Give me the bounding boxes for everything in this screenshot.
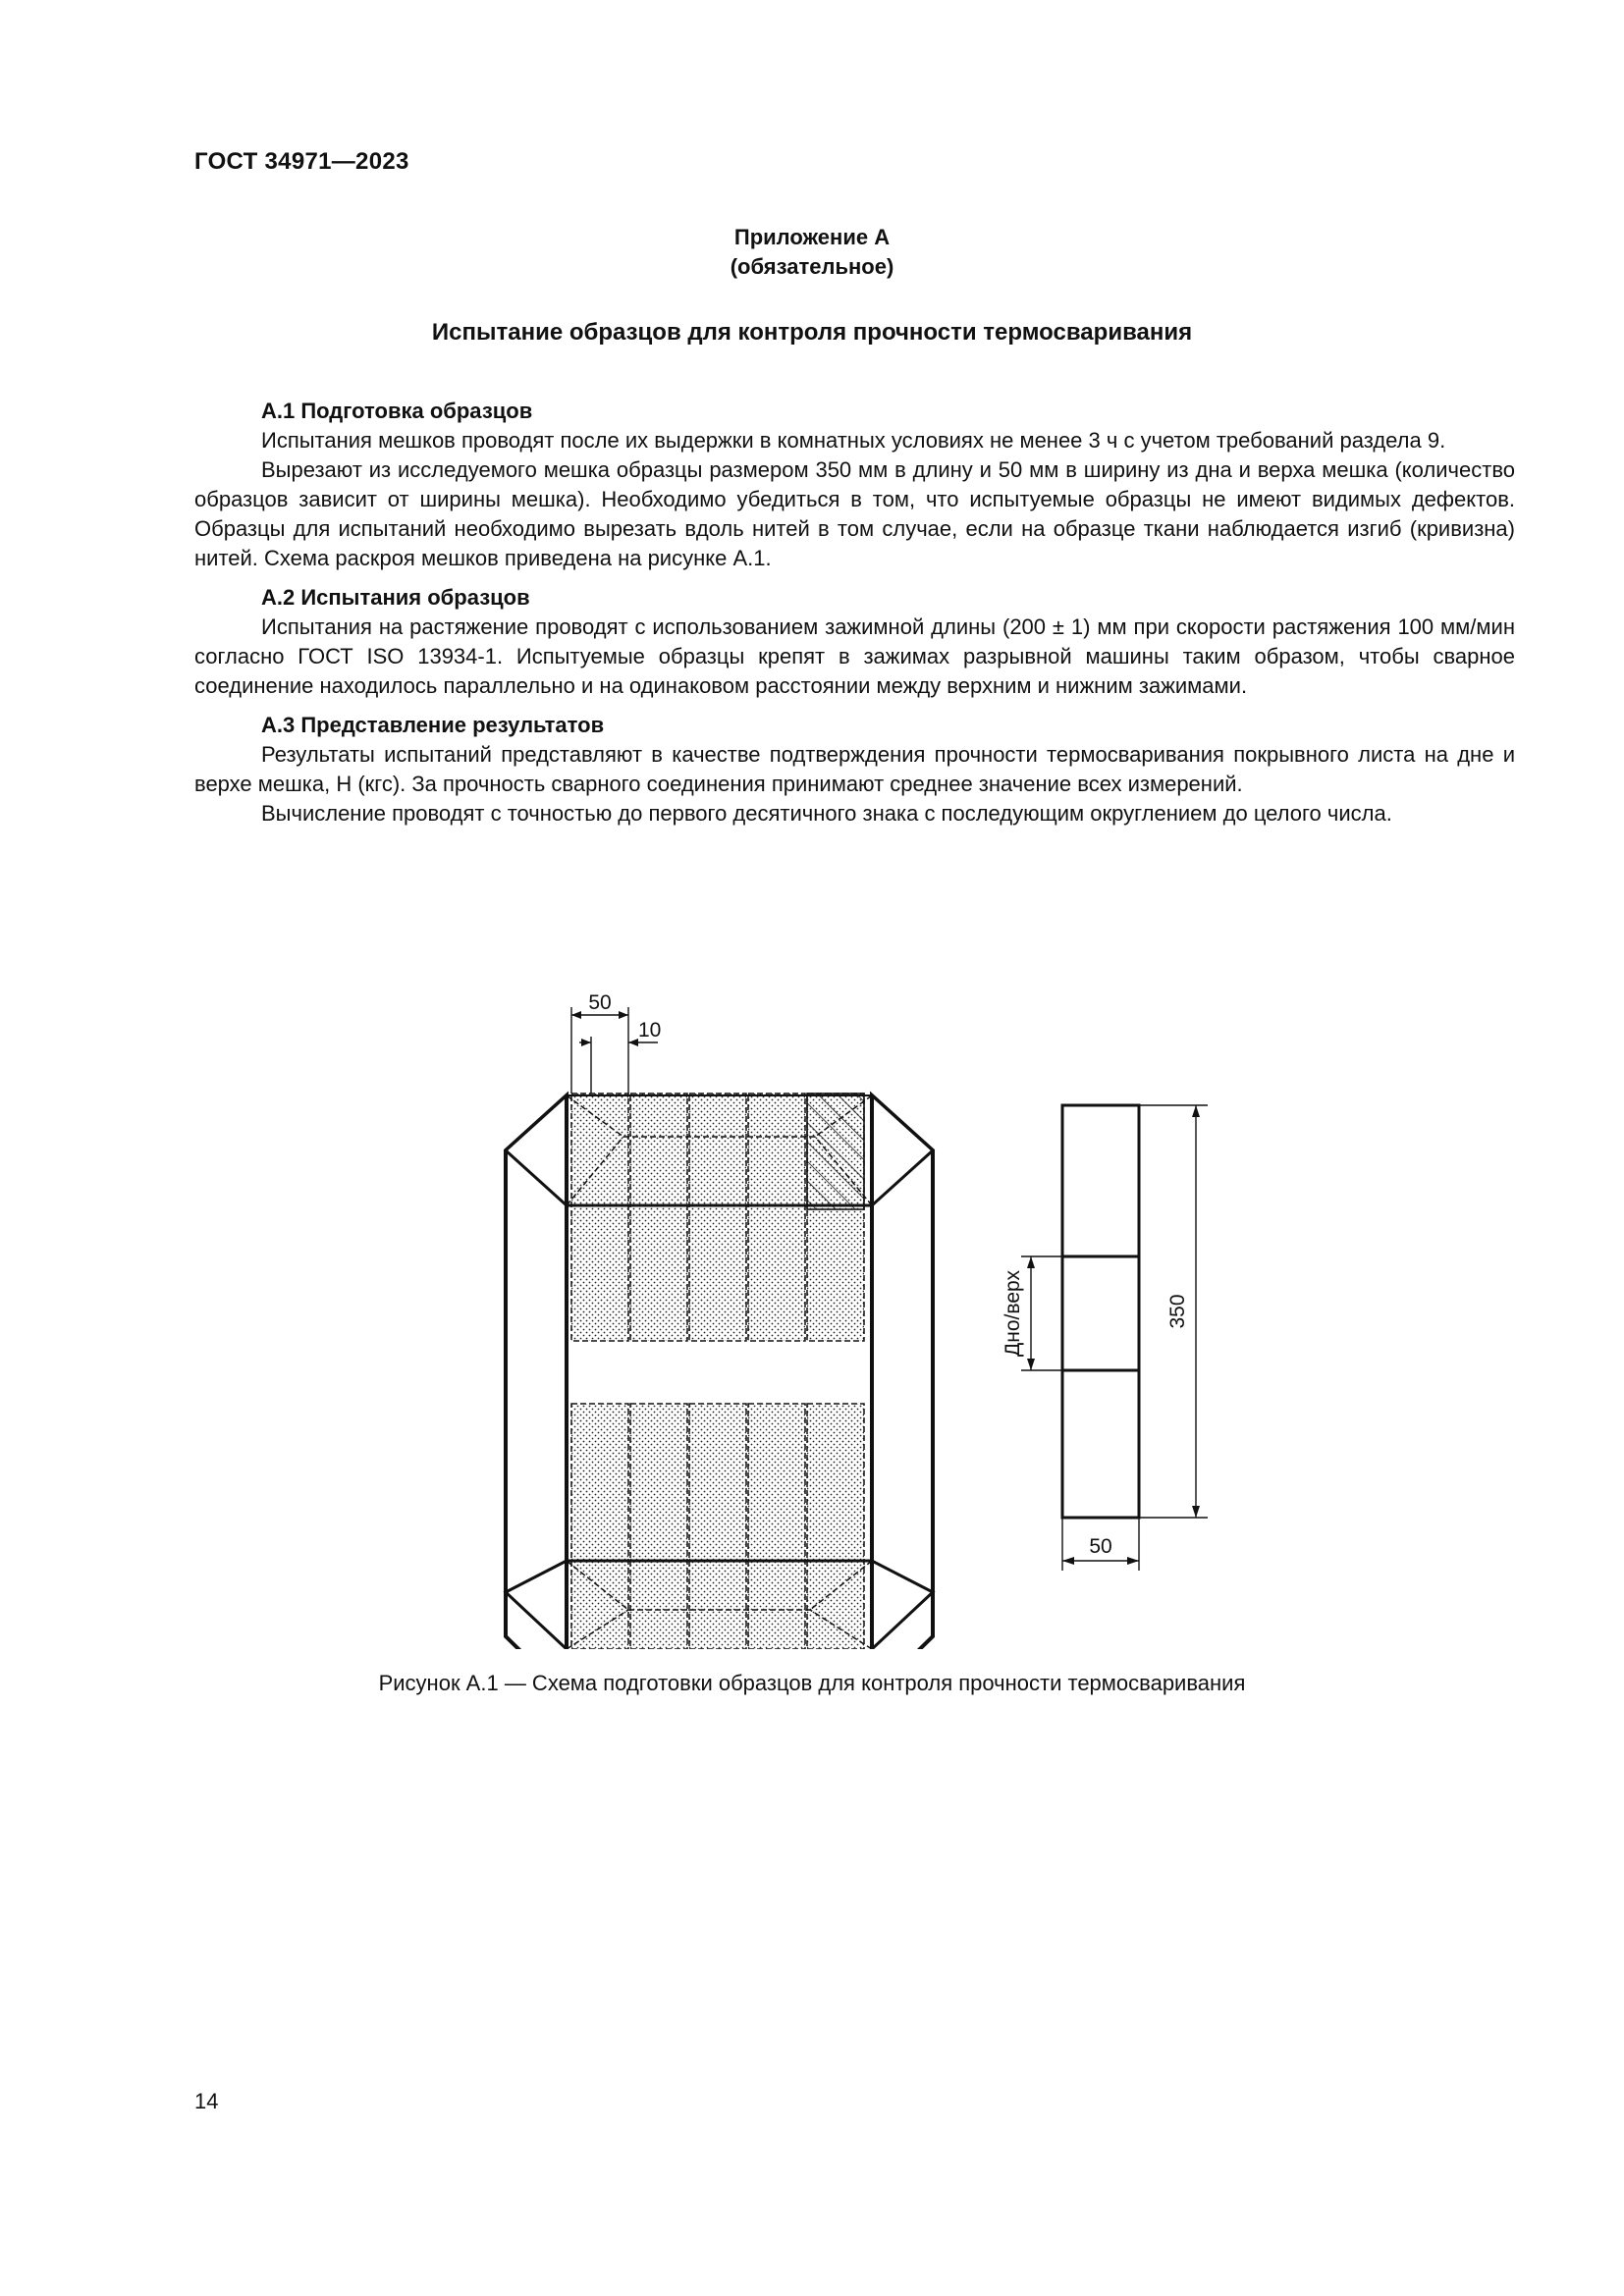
- dim-strip-width-label: 50: [1089, 1535, 1112, 1558]
- document-code: ГОСТ 34971—2023: [194, 148, 409, 175]
- annex-main-title: Испытание образцов для контроля прочности термосваривания: [431, 319, 1193, 346]
- hatched-area: [807, 1094, 864, 1209]
- bottom-strips: [571, 1404, 864, 1649]
- paragraph: Вырезают из исследуемого мешка образцы размером 350 мм в длину и 50 мм в ширину из дна и верха мешка (количество образцов зависит от ширины мешка). Необходимо убедиться в том, что испытуемые образцы не имеют видимых дефектов. Образцы для испытаний необходимо вырезать вдоль нитей в том случае, если на образце ткани наблюдается изгиб (кривизна) нитей. Схема раскроя мешков приведена на рисунке А.1.: [194, 457, 1515, 570]
- section-heading-a2: А.2 Испытания образцов: [261, 585, 530, 610]
- figure-a1: [461, 972, 1227, 1649]
- paragraph: Результаты испытаний представляют в качестве подтверждения прочности термосваривания покрывного листа на дне и верхе мешка, Н (кгс). За прочность сварного соединения принимают среднее значение всех измерений.: [194, 742, 1515, 796]
- dim-offset-label: 10: [638, 1019, 662, 1041]
- paragraph: Испытания на растяжение проводят с использованием зажимной длины (200 ± 1) мм при скорости растяжения 100 мм/мин согласно ГОСТ ISO 13934-1. Испытуемые образцы крепят в зажимах разрывной машины таким образом, чтобы сварное соединение находилось параллельно и на одинаковом расстоянии между верхним и нижним зажимами.: [194, 614, 1515, 698]
- sample-strip: [1021, 1105, 1208, 1571]
- bag-cutting-diagram: [461, 972, 1227, 1649]
- dim-length-label: 350: [1166, 1294, 1189, 1329]
- weld-label: Дно/верх: [1001, 1270, 1024, 1357]
- section-heading-a1: А.1 Подготовка образцов: [261, 399, 533, 423]
- section-heading-a3: А.3 Представление результатов: [261, 713, 605, 737]
- dim-width-label: 50: [588, 991, 612, 1014]
- annex-label: Приложение А: [733, 225, 891, 249]
- annex-heading: [0, 223, 1624, 282]
- paragraph: Испытания мешков проводят после их выдержки в комнатных условиях не менее 3 ч с учетом требований раздела 9.: [261, 428, 1446, 453]
- document-body: [194, 397, 1515, 828]
- figure-caption: Рисунок А.1 — Схема подготовки образцов для контроля прочности термосваривания: [378, 1671, 1246, 1695]
- paragraph: Вычисление проводят с точностью до первого десятичного знака с последующим округлением до целого числа.: [261, 801, 1392, 826]
- page-number: 14: [194, 2089, 219, 2113]
- annex-status: (обязательное): [730, 254, 894, 279]
